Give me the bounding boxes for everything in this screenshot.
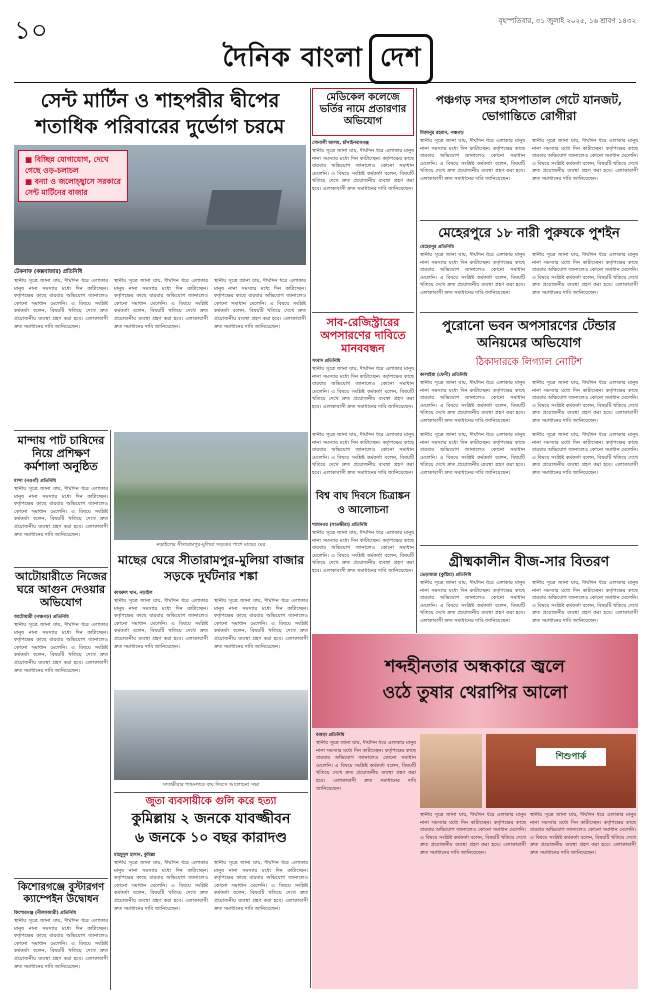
cumilla-byline: মাহমুদুল হাসান, কুমিল্লা bbox=[114, 853, 156, 858]
seed-body-col2: স্থানীয় সূত্রে জানা যায়, দীর্ঘদিন ধরে এলাকার মানুষ নানা সমস্যার মধ্যে দিন কাটাচ্ছেন। কর্তৃপক্ষের কাছে বারবার অভিযোগ জানালেও কোনো সমাধান মেলেনি। এ বিষয়ে সংশ্লিষ্ট কর্মকর্তা বলেন, বিষয়টি খতিয়ে দেখে দ্রুত প্রয়োজনীয় ব্যবস্থা গ্রহণ করা হবে। এলাকাবাসী দ্রুত সমাধানের দাবি জানিয়েছেন। bbox=[532, 580, 638, 624]
building-byline: কালাইয়া (ফেনী) প্রতিনিধি bbox=[420, 373, 468, 378]
tiger-caption: সাতক্ষীরার শ্যামনগরে বাঘ দিবসে আলোচনা সভা bbox=[162, 782, 260, 788]
deafness-headline-line1: শব্দহীনতার অন্ধকারে জ্বলে bbox=[385, 657, 565, 677]
kishoreganj-byline: কিশোরগঞ্জ (নীলফামারী) প্রতিনিধি bbox=[14, 911, 77, 916]
tiger-byline: শ্যামনগর (সাতক্ষীরা) প্রতিনিধি bbox=[312, 523, 368, 528]
panchagarh-body-col1: স্থানীয় সূত্রে জানা যায়, দীর্ঘদিন ধরে এলাকার মানুষ নানা সমস্যার মধ্যে দিন কাটাচ্ছেন। কর্তৃপক্ষের কাছে বারবার অভিযোগ জানালেও কোনো সমাধান মেলেনি। এ বিষয়ে সংশ্লিষ্ট কর্মকর্তা বলেন, বিষয়টি খতিয়ে দেখে দ্রুত প্রয়োজনীয় ব্যবস্থা গ্রহণ করা হবে। এলাকাবাসী দ্রুত সমাধানের দাবি জানিয়েছেন। bbox=[420, 138, 525, 182]
lead-bullets bbox=[18, 150, 128, 202]
seed-byline: ভেড়ামারা (কুষ্টিয়া) প্রতিনিধি bbox=[420, 573, 472, 578]
panchagarh-headline: পঞ্চগড় সদর হাসপাতাল গেটে যানজট, ভোগান্তিতে রোগীরা bbox=[435, 93, 623, 123]
column-rule bbox=[110, 430, 111, 990]
column-rule bbox=[416, 88, 417, 633]
atpara-body: স্থানীয় সূত্রে জানা যায়, দীর্ঘদিন ধরে এলাকার মানুষ নানা সমস্যার মধ্যে দিন কাটাচ্ছেন। কর্তৃপক্ষের কাছে বারবার অভিযোগ জানালেও কোনো সমাধান মেলেনি। এ বিষয়ে সংশ্লিষ্ট কর্মকর্তা বলেন, বিষয়টি খতিয়ে দেখে দ্রুত প্রয়োজনীয় ব্যবস্থা গ্রহণ করা হবে। এলাকাবাসী দ্রুত সমাধানের দাবি জানিয়েছেন। bbox=[14, 622, 108, 674]
flood-water bbox=[14, 230, 306, 265]
lead-byline: টেকনাফ (কক্সবাজার) প্রতিনিধি bbox=[14, 269, 83, 275]
deafness-banner bbox=[312, 634, 638, 728]
tiger-photo bbox=[114, 690, 308, 780]
deafness-headline-line2: ওঠে তুষার থেরাপির আলো bbox=[382, 683, 568, 703]
tiger-preceding-body: স্থানীয় সূত্রে জানা যায়, দীর্ঘদিন ধরে এলাকার মানুষ নানা সমস্যার মধ্যে দিন কাটাচ্ছেন। কর্তৃপক্ষের কাছে বারবার অভিযোগ জানালেও কোনো সমাধান মেলেনি। এ বিষয়ে সংশ্লিষ্ট কর্মকর্তা বলেন, বিষয়টি খতিয়ে দেখে দ্রুত প্রয়োজনীয় ব্যবস্থা গ্রহণ করা হবে। এলাকাবাসী দ্রুত সমাধানের দাবি জানিয়েছেন। bbox=[312, 432, 414, 476]
cumilla-headline-line1: কুমিল্লায় ২ জনকে যাবজ্জীবন bbox=[131, 811, 291, 827]
seed-body-col1: স্থানীয় সূত্রে জানা যায়, দীর্ঘদিন ধরে এলাকার মানুষ নানা সমস্যার মধ্যে দিন কাটাচ্ছেন। কর্তৃপক্ষের কাছে বারবার অভিযোগ জানালেও কোনো সমাধান মেলেনি। এ বিষয়ে সংশ্লিষ্ট কর্মকর্তা বলেন, বিষয়টি খতিয়ে দেখে দ্রুত প্রয়োজনীয় ব্যবস্থা গ্রহণ করা হবে। এলাকাবাসী দ্রুত সমাধানের দাবি জানিয়েছেন। bbox=[420, 580, 525, 624]
sitarampur-body-col1: স্থানীয় সূত্রে জানা যায়, দীর্ঘদিন ধরে এলাকার মানুষ নানা সমস্যার মধ্যে দিন কাটাচ্ছেন। কর্তৃপক্ষের কাছে বারবার অভিযোগ জানালেও কোনো সমাধান মেলেনি। এ বিষয়ে সংশ্লিষ্ট কর্মকর্তা বলেন, বিষয়টি খতিয়ে দেখে দ্রুত প্রয়োজনীয় ব্যবস্থা গ্রহণ করা হবে। এলাকাবাসী দ্রুত সমাধানের দাবি জানিয়েছেন। bbox=[114, 598, 208, 650]
deafness-body-col2: স্থানীয় সূত্রে জানা যায়, দীর্ঘদিন ধরে এলাকার মানুষ নানা সমস্যার মধ্যে দিন কাটাচ্ছেন। কর্তৃপক্ষের কাছে বারবার অভিযোগ জানালেও কোনো সমাধান মেলেনি। এ বিষয়ে সংশ্লিষ্ট কর্মকর্তা বলেন, বিষয়টি খতিয়ে দেখে দ্রুত প্রয়োজনীয় ব্যবস্থা গ্রহণ করা হবে। এলাকাবাসী দ্রুত সমাধানের দাবি জানিয়েছেন। bbox=[420, 812, 526, 856]
building-body-col1: স্থানীয় সূত্রে জানা যায়, দীর্ঘদিন ধরে এলাকার মানুষ নানা সমস্যার মধ্যে দিন কাটাচ্ছেন। কর্তৃপক্ষের কাছে বারবার অভিযোগ জানালেও কোনো সমাধান মেলেনি। এ বিষয়ে সংশ্লিষ্ট কর্মকর্তা বলেন, বিষয়টি খতিয়ে দেখে দ্রুত প্রয়োজনীয় ব্যবস্থা গ্রহণ করা হবে। এলাকাবাসী দ্রুত সমাধানের দাবি জানিয়েছেন। bbox=[420, 380, 525, 424]
panchagarh-byline: মিজানুর রহমান, পঞ্চগড় bbox=[420, 131, 464, 136]
divider bbox=[14, 430, 108, 431]
medical-body: স্থানীয় সূত্রে জানা যায়, দীর্ঘদিন ধরে এলাকার মানুষ নানা সমস্যার মধ্যে দিন কাটাচ্ছেন। কর্তৃপক্ষের কাছে বারবার অভিযোগ জানালেও কোনো সমাধান মেলেনি। এ বিষয়ে সংশ্লিষ্ট কর্মকর্তা বলেন, বিষয়টি খতিয়ে দেখে দ্রুত প্রয়োজনীয় ব্যবস্থা গ্রহণ করা হবে। এলাকাবাসী দ্রুত সমাধানের দাবি জানিয়েছেন। bbox=[312, 148, 414, 192]
manda-headline: মান্দায় পাট চাষিদের নিয়ে প্রশিক্ষণ কর্মশালা অনুষ্ঠিত bbox=[17, 434, 105, 474]
divider bbox=[14, 878, 108, 879]
building-headline: পুরোনো ভবন অপসারণের টেন্ডার অনিয়মের অভিযোগ bbox=[442, 319, 616, 351]
shop-sign: শিশুপার্ক bbox=[536, 748, 606, 766]
divider bbox=[420, 545, 638, 546]
lead-bullet-1: ■ বিচ্ছিন্ন যোগাযোগ, দেখে গেছে ওড়-চলাচল bbox=[25, 155, 109, 175]
lead-body-col2: স্থানীয় সূত্রে জানা যায়, দীর্ঘদিন ধরে এলাকার মানুষ নানা সমস্যার মধ্যে দিন কাটাচ্ছেন। কর্তৃপক্ষের কাছে বারবার অভিযোগ জানালেও কোনো সমাধান মেলেনি। এ বিষয়ে সংশ্লিষ্ট কর্মকর্তা বলেন, বিষয়টি খতিয়ে দেখে দ্রুত প্রয়োজনীয় ব্যবস্থা গ্রহণ করা হবে। এলাকাবাসী দ্রুত সমাধানের দাবি জানিয়েছেন। bbox=[114, 278, 208, 330]
header-rule bbox=[14, 82, 636, 83]
sabregistry-headline: সাব-রেজিস্ট্রারের অপসারণের দাবিতে মানববন্ধন bbox=[320, 316, 406, 356]
divider bbox=[420, 220, 638, 221]
lead-bullet-2: ■ বন্যা ও জলোচ্ছ্বাসে সরকারে সেন্ট মার্টিনের বাজার bbox=[25, 177, 121, 197]
seed-headline: গ্রীষ্মকালীন বীজ-সার বিতরণ bbox=[448, 554, 610, 570]
atpara-headline: আটোয়ারীতে নিজের ঘরে আগুন দেওয়ার অভিযোগ bbox=[15, 570, 107, 610]
column-rule bbox=[310, 88, 311, 988]
lead-headline-line1: সেন্ট মার্টিন ও শাহপরীর দ্বীপের bbox=[40, 89, 280, 112]
kishoreganj-headline: কিশোরগঞ্জে বুস্টারগণ ক্যাম্পেইন উদ্বোধন bbox=[17, 882, 105, 905]
lead-body-col1: স্থানীয় সূত্রে জানা যায়, দীর্ঘদিন ধরে এলাকার মানুষ নানা সমস্যার মধ্যে দিন কাটাচ্ছেন। কর্তৃপক্ষের কাছে বারবার অভিযোগ জানালেও কোনো সমাধান মেলেনি। এ বিষয়ে সংশ্লিষ্ট কর্মকর্তা বলেন, বিষয়টি খতিয়ে দেখে দ্রুত প্রয়োজনীয় ব্যবস্থা গ্রহণ করা হবে। এলাকাবাসী দ্রুত সমাধানের দাবি জানিয়েছেন। bbox=[14, 278, 108, 330]
cumilla-body-col1: স্থানীয় সূত্রে জানা যায়, দীর্ঘদিন ধরে এলাকার মানুষ নানা সমস্যার মধ্যে দিন কাটাচ্ছেন। কর্তৃপক্ষের কাছে বারবার অভিযোগ জানালেও কোনো সমাধান মেলেনি। এ বিষয়ে সংশ্লিষ্ট কর্মকর্তা বলেন, বিষয়টি খতিয়ে দেখে দ্রুত প্রয়োজনীয় ব্যবস্থা গ্রহণ করা হবে। এলাকাবাসী দ্রুত সমাধানের দাবি জানিয়েছেন। bbox=[114, 860, 208, 912]
masthead-section: দেশ bbox=[369, 34, 433, 84]
deafness-photo-portrait bbox=[420, 734, 482, 808]
panchagarh-body-col2: স্থানীয় সূত্রে জানা যায়, দীর্ঘদিন ধরে এলাকার মানুষ নানা সমস্যার মধ্যে দিন কাটাচ্ছেন। কর্তৃপক্ষের কাছে বারবার অভিযোগ জানালেও কোনো সমাধান মেলেনি। এ বিষয়ে সংশ্লিষ্ট কর্মকর্তা বলেন, বিষয়টি খতিয়ে দেখে দ্রুত প্রয়োজনীয় ব্যবস্থা গ্রহণ করা হবে। এলাকাবাসী দ্রুত সমাধানের দাবি জানিয়েছেন। bbox=[532, 138, 638, 182]
medical-byline: সোনালী আলম, চাঁপাইনবাবগঞ্জ bbox=[312, 141, 369, 146]
tiger-body: স্থানীয় সূত্রে জানা যায়, দীর্ঘদিন ধরে এলাকার মানুষ নানা সমস্যার মধ্যে দিন কাটাচ্ছেন। কর্তৃপক্ষের কাছে বারবার অভিযোগ জানালেও কোনো সমাধান মেলেনি। এ বিষয়ে সংশ্লিষ্ট কর্মকর্তা বলেন, বিষয়টি খতিয়ে দেখে দ্রুত প্রয়োজনীয় ব্যবস্থা গ্রহণ করা হবে। এলাকাবাসী দ্রুত সমাধানের দাবি জানিয়েছেন। bbox=[312, 530, 414, 574]
sabregistry-byline: সংবাদ প্রতিনিধি bbox=[312, 359, 341, 364]
sitarampur-photo bbox=[114, 432, 308, 540]
building-body-col3: স্থানীয় সূত্রে জানা যায়, দীর্ঘদিন ধরে এলাকার মানুষ নানা সমস্যার মধ্যে দিন কাটাচ্ছেন। কর্তৃপক্ষের কাছে বারবার অভিযোগ জানালেও কোনো সমাধান মেলেনি। এ বিষয়ে সংশ্লিষ্ট কর্মকর্তা বলেন, বিষয়টি খতিয়ে দেখে দ্রুত প্রয়োজনীয় ব্যবস্থা গ্রহণ করা হবে। এলাকাবাসী দ্রুত সমাধানের দাবি জানিয়েছেন। bbox=[420, 432, 525, 476]
kishoreganj-body: স্থানীয় সূত্রে জানা যায়, দীর্ঘদিন ধরে এলাকার মানুষ নানা সমস্যার মধ্যে দিন কাটাচ্ছেন। কর্তৃপক্ষের কাছে বারবার অভিযোগ জানালেও কোনো সমাধান মেলেনি। এ বিষয়ে সংশ্লিষ্ট কর্মকর্তা বলেন, বিষয়টি খতিয়ে দেখে দ্রুত প্রয়োজনীয় ব্যবস্থা গ্রহণ করা হবে। এলাকাবাসী দ্রুত সমাধানের দাবি জানিয়েছেন। bbox=[14, 918, 108, 970]
lead-body-col3: স্থানীয় সূত্রে জানা যায়, দীর্ঘদিন ধরে এলাকার মানুষ নানা সমস্যার মধ্যে দিন কাটাচ্ছেন। কর্তৃপক্ষের কাছে বারবার অভিযোগ জানালেও কোনো সমাধান মেলেনি। এ বিষয়ে সংশ্লিষ্ট কর্মকর্তা বলেন, বিষয়টি খতিয়ে দেখে দ্রুত প্রয়োজনীয় ব্যবস্থা গ্রহণ করা হবে। এলাকাবাসী দ্রুত সমাধানের দাবি জানিয়েছেন। bbox=[214, 278, 306, 330]
divider bbox=[420, 312, 638, 313]
medical-headline: মেডিকেল কলেজে ভর্তির নামে প্রতারণার অভিযোগ bbox=[319, 92, 407, 127]
manda-body: স্থানীয় সূত্রে জানা যায়, দীর্ঘদিন ধরে এলাকার মানুষ নানা সমস্যার মধ্যে দিন কাটাচ্ছেন। কর্তৃপক্ষের কাছে বারবার অভিযোগ জানালেও কোনো সমাধান মেলেনি। এ বিষয়ে সংশ্লিষ্ট কর্মকর্তা বলেন, বিষয়টি খতিয়ে দেখে দ্রুত প্রয়োজনীয় ব্যবস্থা গ্রহণ করা হবে। এলাকাবাসী দ্রুত সমাধানের দাবি জানিয়েছেন। bbox=[14, 486, 108, 538]
lead-headline-line2: শতাধিক পরিবারের দুর্ভোগ চরমে bbox=[35, 115, 285, 138]
atpara-byline: আটোয়ারী (পঞ্চগড়) প্রতিনিধি bbox=[14, 615, 69, 620]
meherpur-byline: মেহেরপুর প্রতিনিধি bbox=[420, 245, 454, 250]
building-body-col2: স্থানীয় সূত্রে জানা যায়, দীর্ঘদিন ধরে এলাকার মানুষ নানা সমস্যার মধ্যে দিন কাটাচ্ছেন। কর্তৃপক্ষের কাছে বারবার অভিযোগ জানালেও কোনো সমাধান মেলেনি। এ বিষয়ে সংশ্লিষ্ট কর্মকর্তা বলেন, বিষয়টি খতিয়ে দেখে দ্রুত প্রয়োজনীয় ব্যবস্থা গ্রহণ করা হবে। এলাকাবাসী দ্রুত সমাধানের দাবি জানিয়েছেন। bbox=[532, 380, 638, 424]
divider bbox=[114, 792, 308, 793]
building-body-col4: স্থানীয় সূত্রে জানা যায়, দীর্ঘদিন ধরে এলাকার মানুষ নানা সমস্যার মধ্যে দিন কাটাচ্ছেন। কর্তৃপক্ষের কাছে বারবার অভিযোগ জানালেও কোনো সমাধান মেলেনি। এ বিষয়ে সংশ্লিষ্ট কর্মকর্তা বলেন, বিষয়টি খতিয়ে দেখে দ্রুত প্রয়োজনীয় ব্যবস্থা গ্রহণ করা হবে। এলাকাবাসী দ্রুত সমাধানের দাবি জানিয়েছেন। bbox=[532, 432, 638, 476]
deafness-body-col1: স্থানীয় সূত্রে জানা যায়, দীর্ঘদিন ধরে এলাকার মানুষ নানা সমস্যার মধ্যে দিন কাটাচ্ছেন। কর্তৃপক্ষের কাছে বারবার অভিযোগ জানালেও কোনো সমাধান মেলেনি। এ বিষয়ে সংশ্লিষ্ট কর্মকর্তা বলেন, বিষয়টি খতিয়ে দেখে দ্রুত প্রয়োজনীয় ব্যবস্থা গ্রহণ করা হবে। এলাকাবাসী দ্রুত সমাধানের দাবি জানিয়েছেন। bbox=[316, 740, 416, 792]
sitarampur-body-col2: স্থানীয় সূত্রে জানা যায়, দীর্ঘদিন ধরে এলাকার মানুষ নানা সমস্যার মধ্যে দিন কাটাচ্ছেন। কর্তৃপক্ষের কাছে বারবার অভিযোগ জানালেও কোনো সমাধান মেলেনি। এ বিষয়ে সংশ্লিষ্ট কর্মকর্তা বলেন, বিষয়টি খতিয়ে দেখে দ্রুত প্রয়োজনীয় ব্যবস্থা গ্রহণ করা হবে। এলাকাবাসী দ্রুত সমাধানের দাবি জানিয়েছেন। bbox=[214, 598, 308, 650]
deafness-byline: বগুড়া প্রতিনিধি bbox=[316, 733, 345, 738]
cumilla-kicker: জুতা ব্যবসায়ীকে গুলি করে হত্যা bbox=[145, 796, 277, 807]
meherpur-body-col2: স্থানীয় সূত্রে জানা যায়, দীর্ঘদিন ধরে এলাকার মানুষ নানা সমস্যার মধ্যে দিন কাটাচ্ছেন। কর্তৃপক্ষের কাছে বারবার অভিযোগ জানালেও কোনো সমাধান মেলেনি। এ বিষয়ে সংশ্লিষ্ট কর্মকর্তা বলেন, বিষয়টি খতিয়ে দেখে দ্রুত প্রয়োজনীয় ব্যবস্থা গ্রহণ করা হবে। এলাকাবাসী দ্রুত সমাধানের দাবি জানিয়েছেন। bbox=[532, 252, 638, 296]
sabregistry-body: স্থানীয় সূত্রে জানা যায়, দীর্ঘদিন ধরে এলাকার মানুষ নানা সমস্যার মধ্যে দিন কাটাচ্ছেন। কর্তৃপক্ষের কাছে বারবার অভিযোগ জানালেও কোনো সমাধান মেলেনি। এ বিষয়ে সংশ্লিষ্ট কর্মকর্তা বলেন, বিষয়টি খতিয়ে দেখে দ্রুত প্রয়োজনীয় ব্যবস্থা গ্রহণ করা হবে। এলাকাবাসী দ্রুত সমাধানের দাবি জানিয়েছেন। bbox=[312, 366, 414, 410]
deafness-body-col3: স্থানীয় সূত্রে জানা যায়, দীর্ঘদিন ধরে এলাকার মানুষ নানা সমস্যার মধ্যে দিন কাটাচ্ছেন। কর্তৃপক্ষের কাছে বারবার অভিযোগ জানালেও কোনো সমাধান মেলেনি। এ বিষয়ে সংশ্লিষ্ট কর্মকর্তা বলেন, বিষয়টি খতিয়ে দেখে দ্রুত প্রয়োজনীয় ব্যবস্থা গ্রহণ করা হবে। এলাকাবাসী দ্রুত সমাধানের দাবি জানিয়েছেন। bbox=[530, 812, 636, 856]
divider bbox=[14, 567, 108, 568]
sitarampur-headline: মাছের ঘেরে সীতারামপুর-মুলিয়া বাজার সড়কে দুর্ঘটনার শঙ্কা bbox=[118, 553, 304, 583]
manda-byline: মান্দা (নওগাঁ) প্রতিনিধি bbox=[14, 479, 57, 484]
sitarampur-byline: কামরুল খান, নড়াইল bbox=[114, 591, 153, 596]
tiger-headline: বিশ্ব বাঘ দিবসে চিত্রাঙ্কন ও আলোচনা bbox=[315, 491, 411, 516]
house-shape bbox=[206, 190, 282, 225]
sitarampur-caption: নড়াইলের সীতারামপুর-মুলিয়া সড়কের পাশে মাছের ঘের bbox=[156, 542, 266, 548]
deafness-photo-shop bbox=[486, 734, 636, 808]
building-subhead: ঠিকাদারকে লিগ্যাল নোটিশ bbox=[475, 357, 583, 368]
masthead-title: দৈনিক বাংলা bbox=[222, 43, 363, 73]
meherpur-headline: মেহেরপুরে ১৮ নারী পুরুষকে পুশইন bbox=[438, 226, 620, 241]
cumilla-headline bbox=[114, 810, 308, 848]
divider bbox=[312, 312, 414, 313]
cumilla-headline-line2: ৬ জনকে ১০ বছর কারাদণ্ড bbox=[135, 830, 287, 846]
cumilla-body-col2: স্থানীয় সূত্রে জানা যায়, দীর্ঘদিন ধরে এলাকার মানুষ নানা সমস্যার মধ্যে দিন কাটাচ্ছেন। কর্তৃপক্ষের কাছে বারবার অভিযোগ জানালেও কোনো সমাধান মেলেনি। এ বিষয়ে সংশ্লিষ্ট কর্মকর্তা বলেন, বিষয়টি খতিয়ে দেখে দ্রুত প্রয়োজনীয় ব্যবস্থা গ্রহণ করা হবে। এলাকাবাসী দ্রুত সমাধানের দাবি জানিয়েছেন। bbox=[214, 860, 308, 912]
deafness-headline bbox=[312, 634, 638, 706]
meherpur-body-col1: স্থানীয় সূত্রে জানা যায়, দীর্ঘদিন ধরে এলাকার মানুষ নানা সমস্যার মধ্যে দিন কাটাচ্ছেন। কর্তৃপক্ষের কাছে বারবার অভিযোগ জানালেও কোনো সমাধান মেলেনি। এ বিষয়ে সংশ্লিষ্ট কর্মকর্তা বলেন, বিষয়টি খতিয়ে দেখে দ্রুত প্রয়োজনীয় ব্যবস্থা গ্রহণ করা হবে। এলাকাবাসী দ্রুত সমাধানের দাবি জানিয়েছেন। bbox=[420, 252, 525, 296]
date-line: বৃহস্পতিবার, ৩১ জুলাই ২০২৫, ১৬ শ্রাবণ ১৪৩২ bbox=[498, 17, 636, 25]
page-number: ১০ bbox=[14, 16, 48, 46]
masthead bbox=[200, 40, 455, 78]
lead-headline bbox=[14, 88, 306, 140]
medical-box bbox=[312, 88, 414, 136]
